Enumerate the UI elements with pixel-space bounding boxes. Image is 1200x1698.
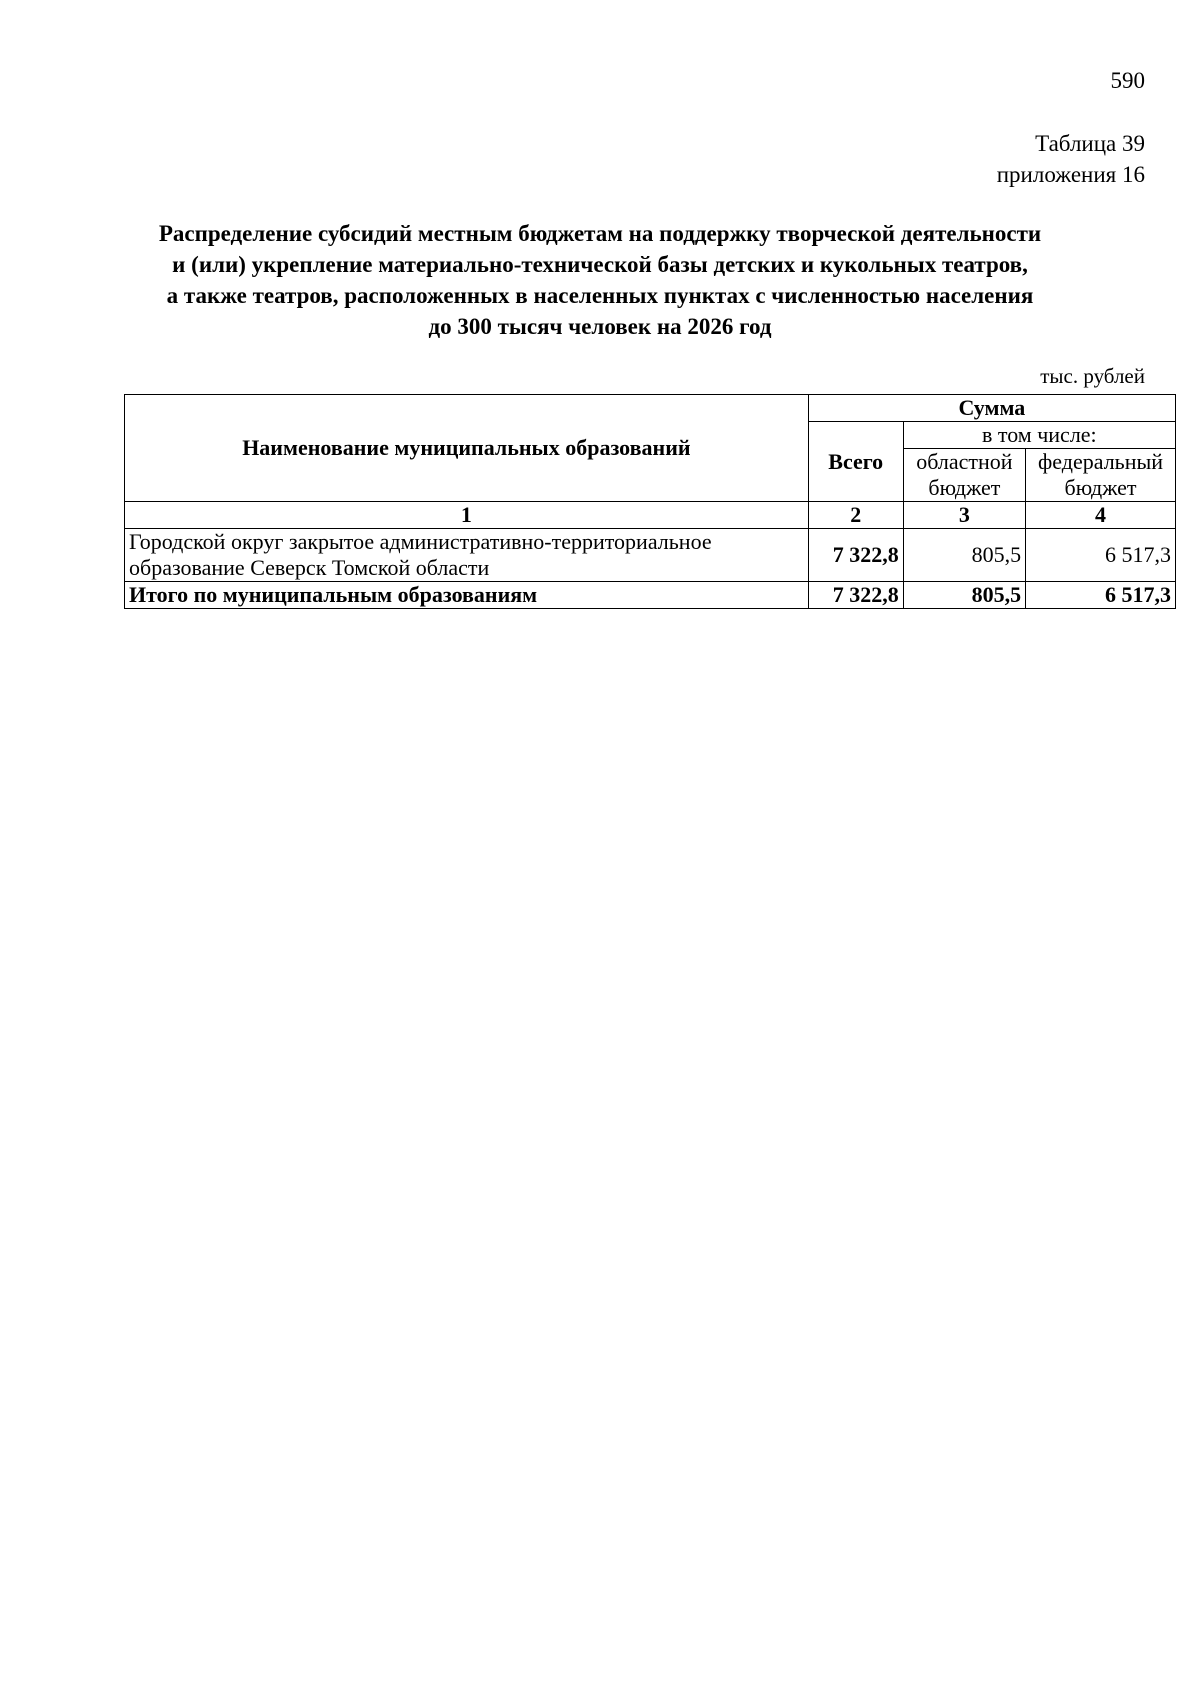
- table-reference-line: Таблица 39: [1035, 131, 1145, 156]
- table-reference-line: приложения 16: [996, 162, 1145, 187]
- header-regional: областной бюджет: [903, 449, 1025, 502]
- column-number: 1: [125, 502, 809, 529]
- document-title: [60, 218, 1140, 342]
- row-federal: 6 517,3: [1026, 529, 1176, 582]
- header-name: Наименование муниципальных образований: [125, 395, 809, 502]
- header-including: в том числе:: [903, 422, 1175, 449]
- table-reference: [997, 128, 1145, 190]
- title-line: и (или) укрепление материально-технической базы детских и кукольных театров,: [172, 252, 1028, 277]
- total-total: 7 322,8: [808, 582, 903, 609]
- total-regional: 805,5: [903, 582, 1025, 609]
- title-line: а также театров, расположенных в населенных пунктах с численностью населения: [166, 283, 1034, 308]
- title-line: до 300 тысяч человек на 2026 год: [428, 314, 772, 339]
- total-name: Итого по муниципальным образованиям: [125, 582, 809, 609]
- row-total: 7 322,8: [808, 529, 903, 582]
- column-number: 4: [1026, 502, 1176, 529]
- table-row: [125, 529, 1176, 582]
- header-total: Всего: [808, 422, 903, 502]
- header-sum: Сумма: [808, 395, 1175, 422]
- header-federal: федеральный бюджет: [1026, 449, 1176, 502]
- title-line: Распределение субсидий местным бюджетам на поддержку творческой деятельности: [158, 221, 1042, 246]
- header-row: [125, 395, 1176, 422]
- units-label: тыс. рублей: [1040, 364, 1145, 388]
- subsidies-table: [124, 394, 1176, 609]
- row-regional: 805,5: [903, 529, 1025, 582]
- page-number: 590: [1110, 68, 1145, 93]
- total-federal: 6 517,3: [1026, 582, 1176, 609]
- column-number: 2: [808, 502, 903, 529]
- column-number-row: [125, 502, 1176, 529]
- column-number: 3: [903, 502, 1025, 529]
- row-name: Городской округ закрытое административно-территориальное образование Северск Томской области: [125, 529, 809, 582]
- total-row: [125, 582, 1176, 609]
